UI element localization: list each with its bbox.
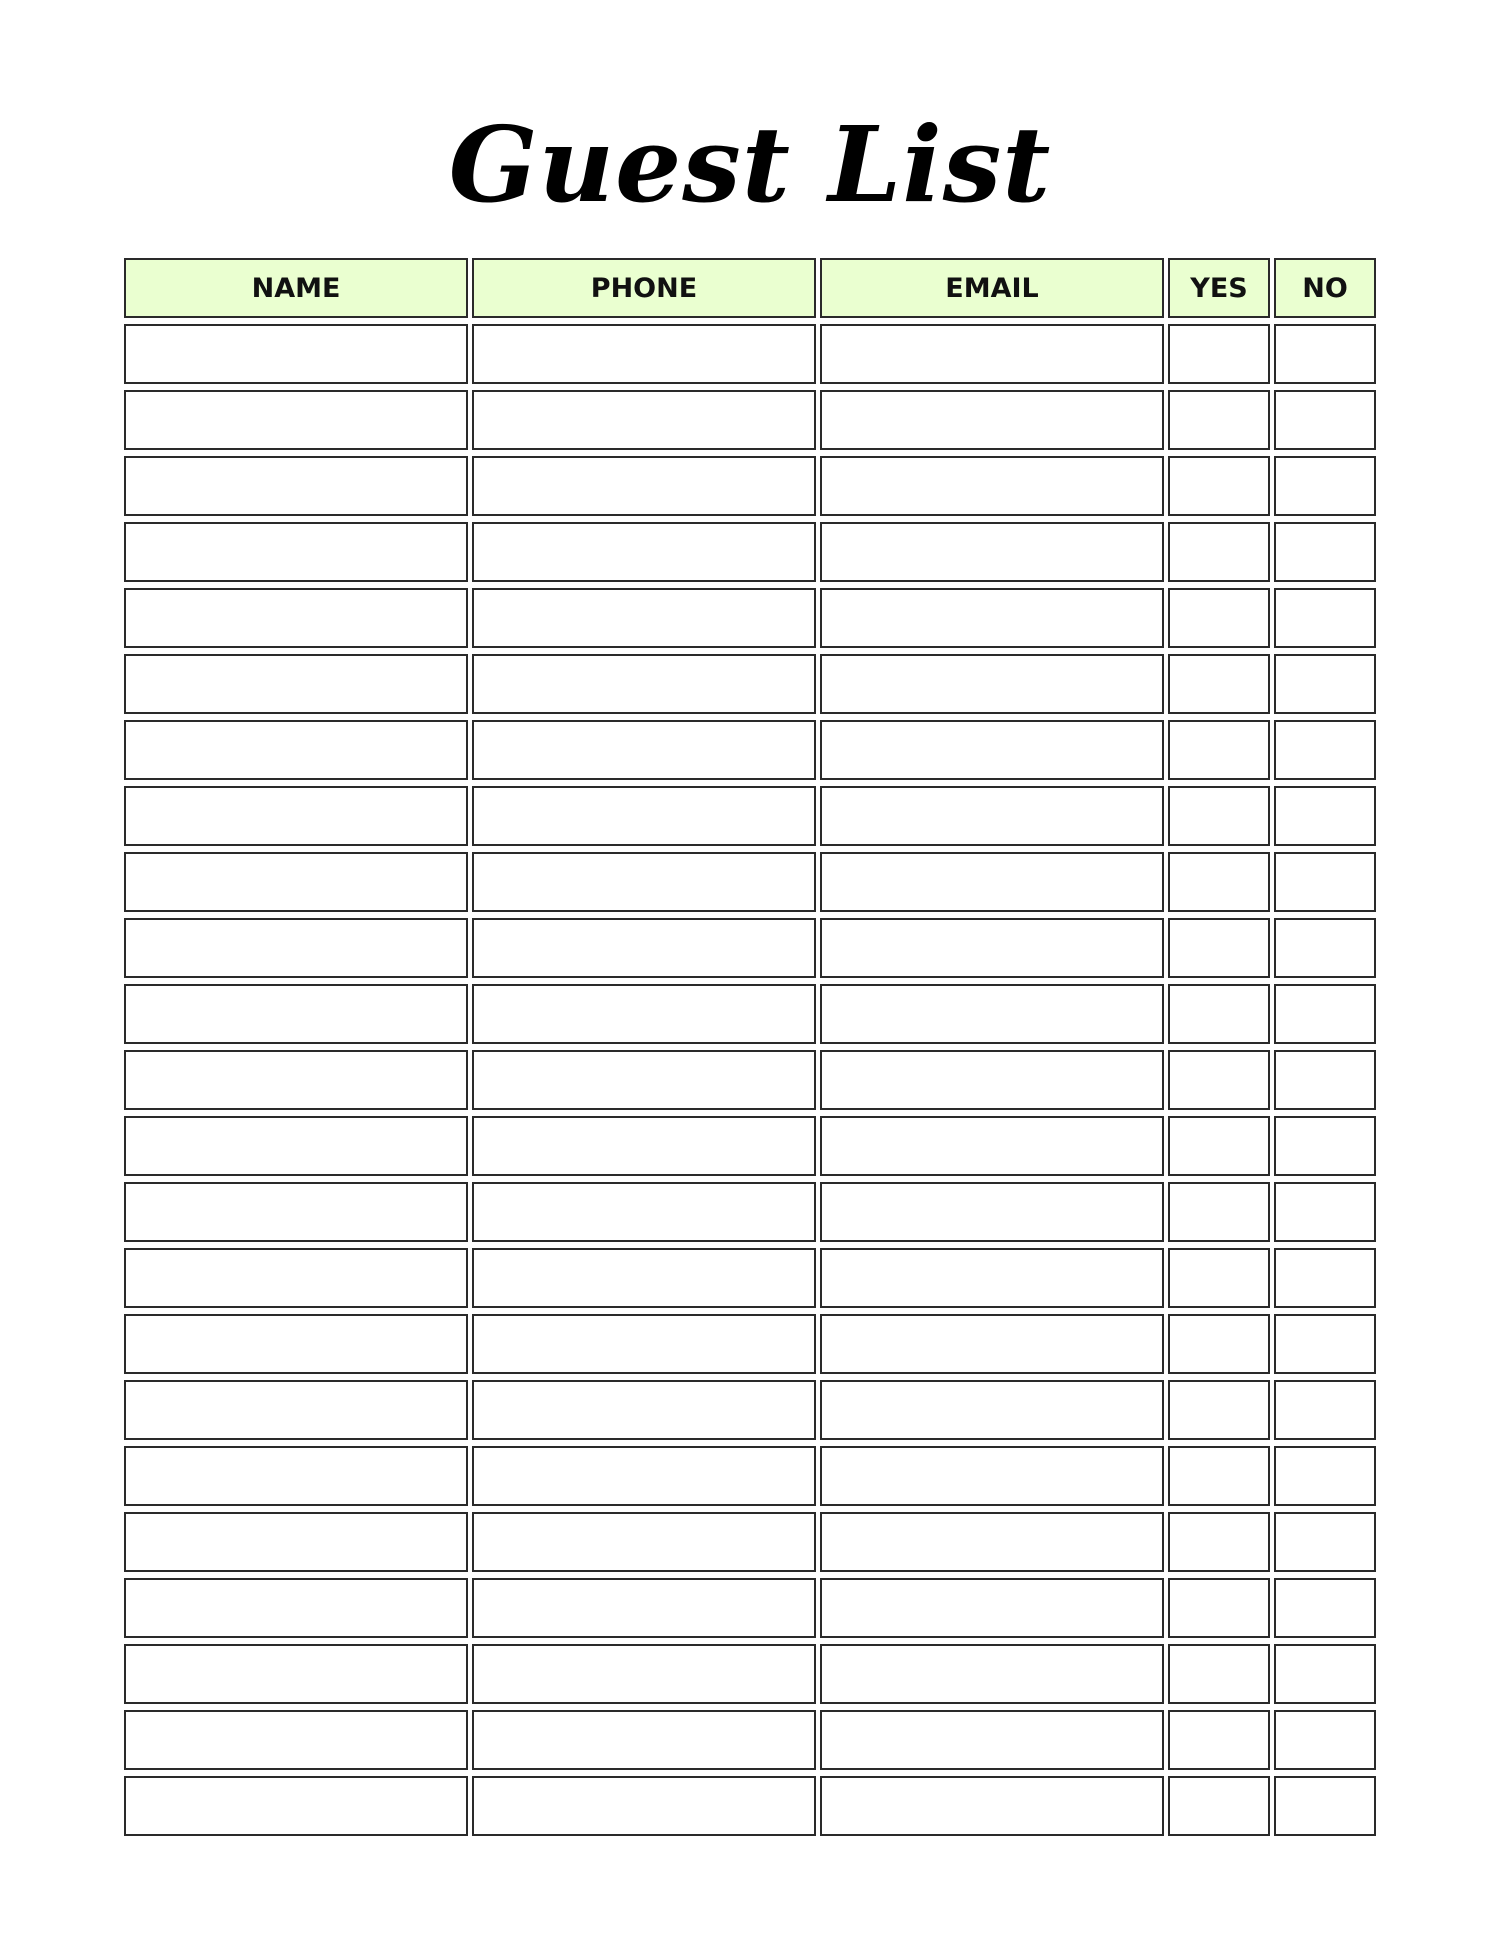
guest-row-6-yes-cell[interactable] [1168, 654, 1270, 714]
guest-row-14-email-cell[interactable] [820, 1182, 1164, 1242]
guest-row-17-no-cell[interactable] [1274, 1380, 1376, 1440]
guest-row-5-name-cell[interactable] [124, 588, 468, 648]
guest-row-23-yes-cell[interactable] [1168, 1776, 1270, 1836]
guest-row-4-name-cell[interactable] [124, 522, 468, 582]
guest-row-1-email-cell[interactable] [820, 324, 1164, 384]
guest-row-23-phone-cell[interactable] [472, 1776, 816, 1836]
guest-row-9-name-cell[interactable] [124, 852, 468, 912]
guest-row-11-phone-cell[interactable] [472, 984, 816, 1044]
guest-row-7-yes-cell[interactable] [1168, 720, 1270, 780]
guest-row-17-phone-cell[interactable] [472, 1380, 816, 1440]
column-header-phone: PHONE [472, 258, 816, 318]
guest-row-11-yes-cell[interactable] [1168, 984, 1270, 1044]
column-header-email: EMAIL [820, 258, 1164, 318]
guest-row-5-email-cell[interactable] [820, 588, 1164, 648]
guest-row-1-phone-cell[interactable] [472, 324, 816, 384]
guest-row-4-yes-cell[interactable] [1168, 522, 1270, 582]
guest-row-14-name-cell[interactable] [124, 1182, 468, 1242]
guest-row-10-email-cell[interactable] [820, 918, 1164, 978]
guest-row-18-name-cell[interactable] [124, 1446, 468, 1506]
column-header-name: NAME [124, 258, 468, 318]
guest-row-20-yes-cell[interactable] [1168, 1578, 1270, 1638]
guest-row-14-no-cell[interactable] [1274, 1182, 1376, 1242]
guest-row-13-phone-cell[interactable] [472, 1116, 816, 1176]
guest-row-19-phone-cell[interactable] [472, 1512, 816, 1572]
guest-row-5-phone-cell[interactable] [472, 588, 816, 648]
guest-row-15-name-cell[interactable] [124, 1248, 468, 1308]
guest-row-20-name-cell[interactable] [124, 1578, 468, 1638]
guest-row-13-no-cell[interactable] [1274, 1116, 1376, 1176]
guest-row-6-name-cell[interactable] [124, 654, 468, 714]
guest-list-table [124, 258, 1376, 1836]
guest-row-21-phone-cell[interactable] [472, 1644, 816, 1704]
guest-row-23-name-cell[interactable] [124, 1776, 468, 1836]
guest-row-1-name-cell[interactable] [124, 324, 468, 384]
guest-row-13-email-cell[interactable] [820, 1116, 1164, 1176]
guest-row-22-phone-cell[interactable] [472, 1710, 816, 1770]
guest-row-12-phone-cell[interactable] [472, 1050, 816, 1110]
guest-row-20-no-cell[interactable] [1274, 1578, 1376, 1638]
guest-row-23-no-cell[interactable] [1274, 1776, 1376, 1836]
column-header-no: NO [1274, 258, 1376, 318]
guest-row-22-no-cell[interactable] [1274, 1710, 1376, 1770]
guest-row-8-name-cell[interactable] [124, 786, 468, 846]
guest-row-12-yes-cell[interactable] [1168, 1050, 1270, 1110]
guest-row-15-email-cell[interactable] [820, 1248, 1164, 1308]
guest-row-17-email-cell[interactable] [820, 1380, 1164, 1440]
guest-row-11-no-cell[interactable] [1274, 984, 1376, 1044]
guest-row-11-email-cell[interactable] [820, 984, 1164, 1044]
guest-row-19-yes-cell[interactable] [1168, 1512, 1270, 1572]
guest-row-4-phone-cell[interactable] [472, 522, 816, 582]
guest-row-10-phone-cell[interactable] [472, 918, 816, 978]
guest-row-5-yes-cell[interactable] [1168, 588, 1270, 648]
guest-row-16-no-cell[interactable] [1274, 1314, 1376, 1374]
guest-row-1-yes-cell[interactable] [1168, 324, 1270, 384]
guest-row-9-email-cell[interactable] [820, 852, 1164, 912]
guest-row-16-email-cell[interactable] [820, 1314, 1164, 1374]
guest-row-8-no-cell[interactable] [1274, 786, 1376, 846]
guest-row-8-phone-cell[interactable] [472, 786, 816, 846]
guest-row-10-yes-cell[interactable] [1168, 918, 1270, 978]
guest-row-4-no-cell[interactable] [1274, 522, 1376, 582]
guest-row-20-email-cell[interactable] [820, 1578, 1164, 1638]
guest-row-16-yes-cell[interactable] [1168, 1314, 1270, 1374]
guest-row-12-no-cell[interactable] [1274, 1050, 1376, 1110]
guest-row-22-email-cell[interactable] [820, 1710, 1164, 1770]
guest-row-9-phone-cell[interactable] [472, 852, 816, 912]
guest-row-15-no-cell[interactable] [1274, 1248, 1376, 1308]
guest-row-18-yes-cell[interactable] [1168, 1446, 1270, 1506]
guest-row-12-email-cell[interactable] [820, 1050, 1164, 1110]
guest-row-18-no-cell[interactable] [1274, 1446, 1376, 1506]
guest-row-18-email-cell[interactable] [820, 1446, 1164, 1506]
guest-row-5-no-cell[interactable] [1274, 588, 1376, 648]
guest-row-2-phone-cell[interactable] [472, 390, 816, 450]
guest-row-13-yes-cell[interactable] [1168, 1116, 1270, 1176]
guest-row-21-no-cell[interactable] [1274, 1644, 1376, 1704]
guest-row-19-name-cell[interactable] [124, 1512, 468, 1572]
guest-row-3-yes-cell[interactable] [1168, 456, 1270, 516]
guest-row-7-email-cell[interactable] [820, 720, 1164, 780]
guest-row-17-name-cell[interactable] [124, 1380, 468, 1440]
guest-row-2-yes-cell[interactable] [1168, 390, 1270, 450]
guest-row-17-yes-cell[interactable] [1168, 1380, 1270, 1440]
guest-row-20-phone-cell[interactable] [472, 1578, 816, 1638]
guest-row-1-no-cell[interactable] [1274, 324, 1376, 384]
guest-row-22-yes-cell[interactable] [1168, 1710, 1270, 1770]
guest-row-21-name-cell[interactable] [124, 1644, 468, 1704]
column-header-yes: YES [1168, 258, 1270, 318]
guest-row-12-name-cell[interactable] [124, 1050, 468, 1110]
guest-row-16-name-cell[interactable] [124, 1314, 468, 1374]
guest-row-7-name-cell[interactable] [124, 720, 468, 780]
guest-row-6-no-cell[interactable] [1274, 654, 1376, 714]
guest-row-14-phone-cell[interactable] [472, 1182, 816, 1242]
guest-row-4-email-cell[interactable] [820, 522, 1164, 582]
guest-row-2-name-cell[interactable] [124, 390, 468, 450]
guest-row-9-no-cell[interactable] [1274, 852, 1376, 912]
guest-row-21-yes-cell[interactable] [1168, 1644, 1270, 1704]
guest-row-6-email-cell[interactable] [820, 654, 1164, 714]
guest-row-9-yes-cell[interactable] [1168, 852, 1270, 912]
guest-row-10-name-cell[interactable] [124, 918, 468, 978]
guest-row-15-yes-cell[interactable] [1168, 1248, 1270, 1308]
guest-row-16-phone-cell[interactable] [472, 1314, 816, 1374]
guest-row-23-email-cell[interactable] [820, 1776, 1164, 1836]
page-title: Guest List [448, 103, 1052, 226]
guest-row-3-phone-cell[interactable] [472, 456, 816, 516]
guest-row-7-no-cell[interactable] [1274, 720, 1376, 780]
guest-row-2-no-cell[interactable] [1274, 390, 1376, 450]
guest-row-10-no-cell[interactable] [1274, 918, 1376, 978]
guest-row-2-email-cell[interactable] [820, 390, 1164, 450]
guest-row-6-phone-cell[interactable] [472, 654, 816, 714]
guest-row-8-yes-cell[interactable] [1168, 786, 1270, 846]
guest-row-19-email-cell[interactable] [820, 1512, 1164, 1572]
guest-row-3-email-cell[interactable] [820, 456, 1164, 516]
guest-row-3-no-cell[interactable] [1274, 456, 1376, 516]
guest-row-14-yes-cell[interactable] [1168, 1182, 1270, 1242]
guest-row-11-name-cell[interactable] [124, 984, 468, 1044]
guest-row-7-phone-cell[interactable] [472, 720, 816, 780]
guest-row-18-phone-cell[interactable] [472, 1446, 816, 1506]
guest-row-13-name-cell[interactable] [124, 1116, 468, 1176]
guest-row-8-email-cell[interactable] [820, 786, 1164, 846]
guest-row-15-phone-cell[interactable] [472, 1248, 816, 1308]
guest-row-19-no-cell[interactable] [1274, 1512, 1376, 1572]
guest-row-3-name-cell[interactable] [124, 456, 468, 516]
guest-row-22-name-cell[interactable] [124, 1710, 468, 1770]
guest-row-21-email-cell[interactable] [820, 1644, 1164, 1704]
